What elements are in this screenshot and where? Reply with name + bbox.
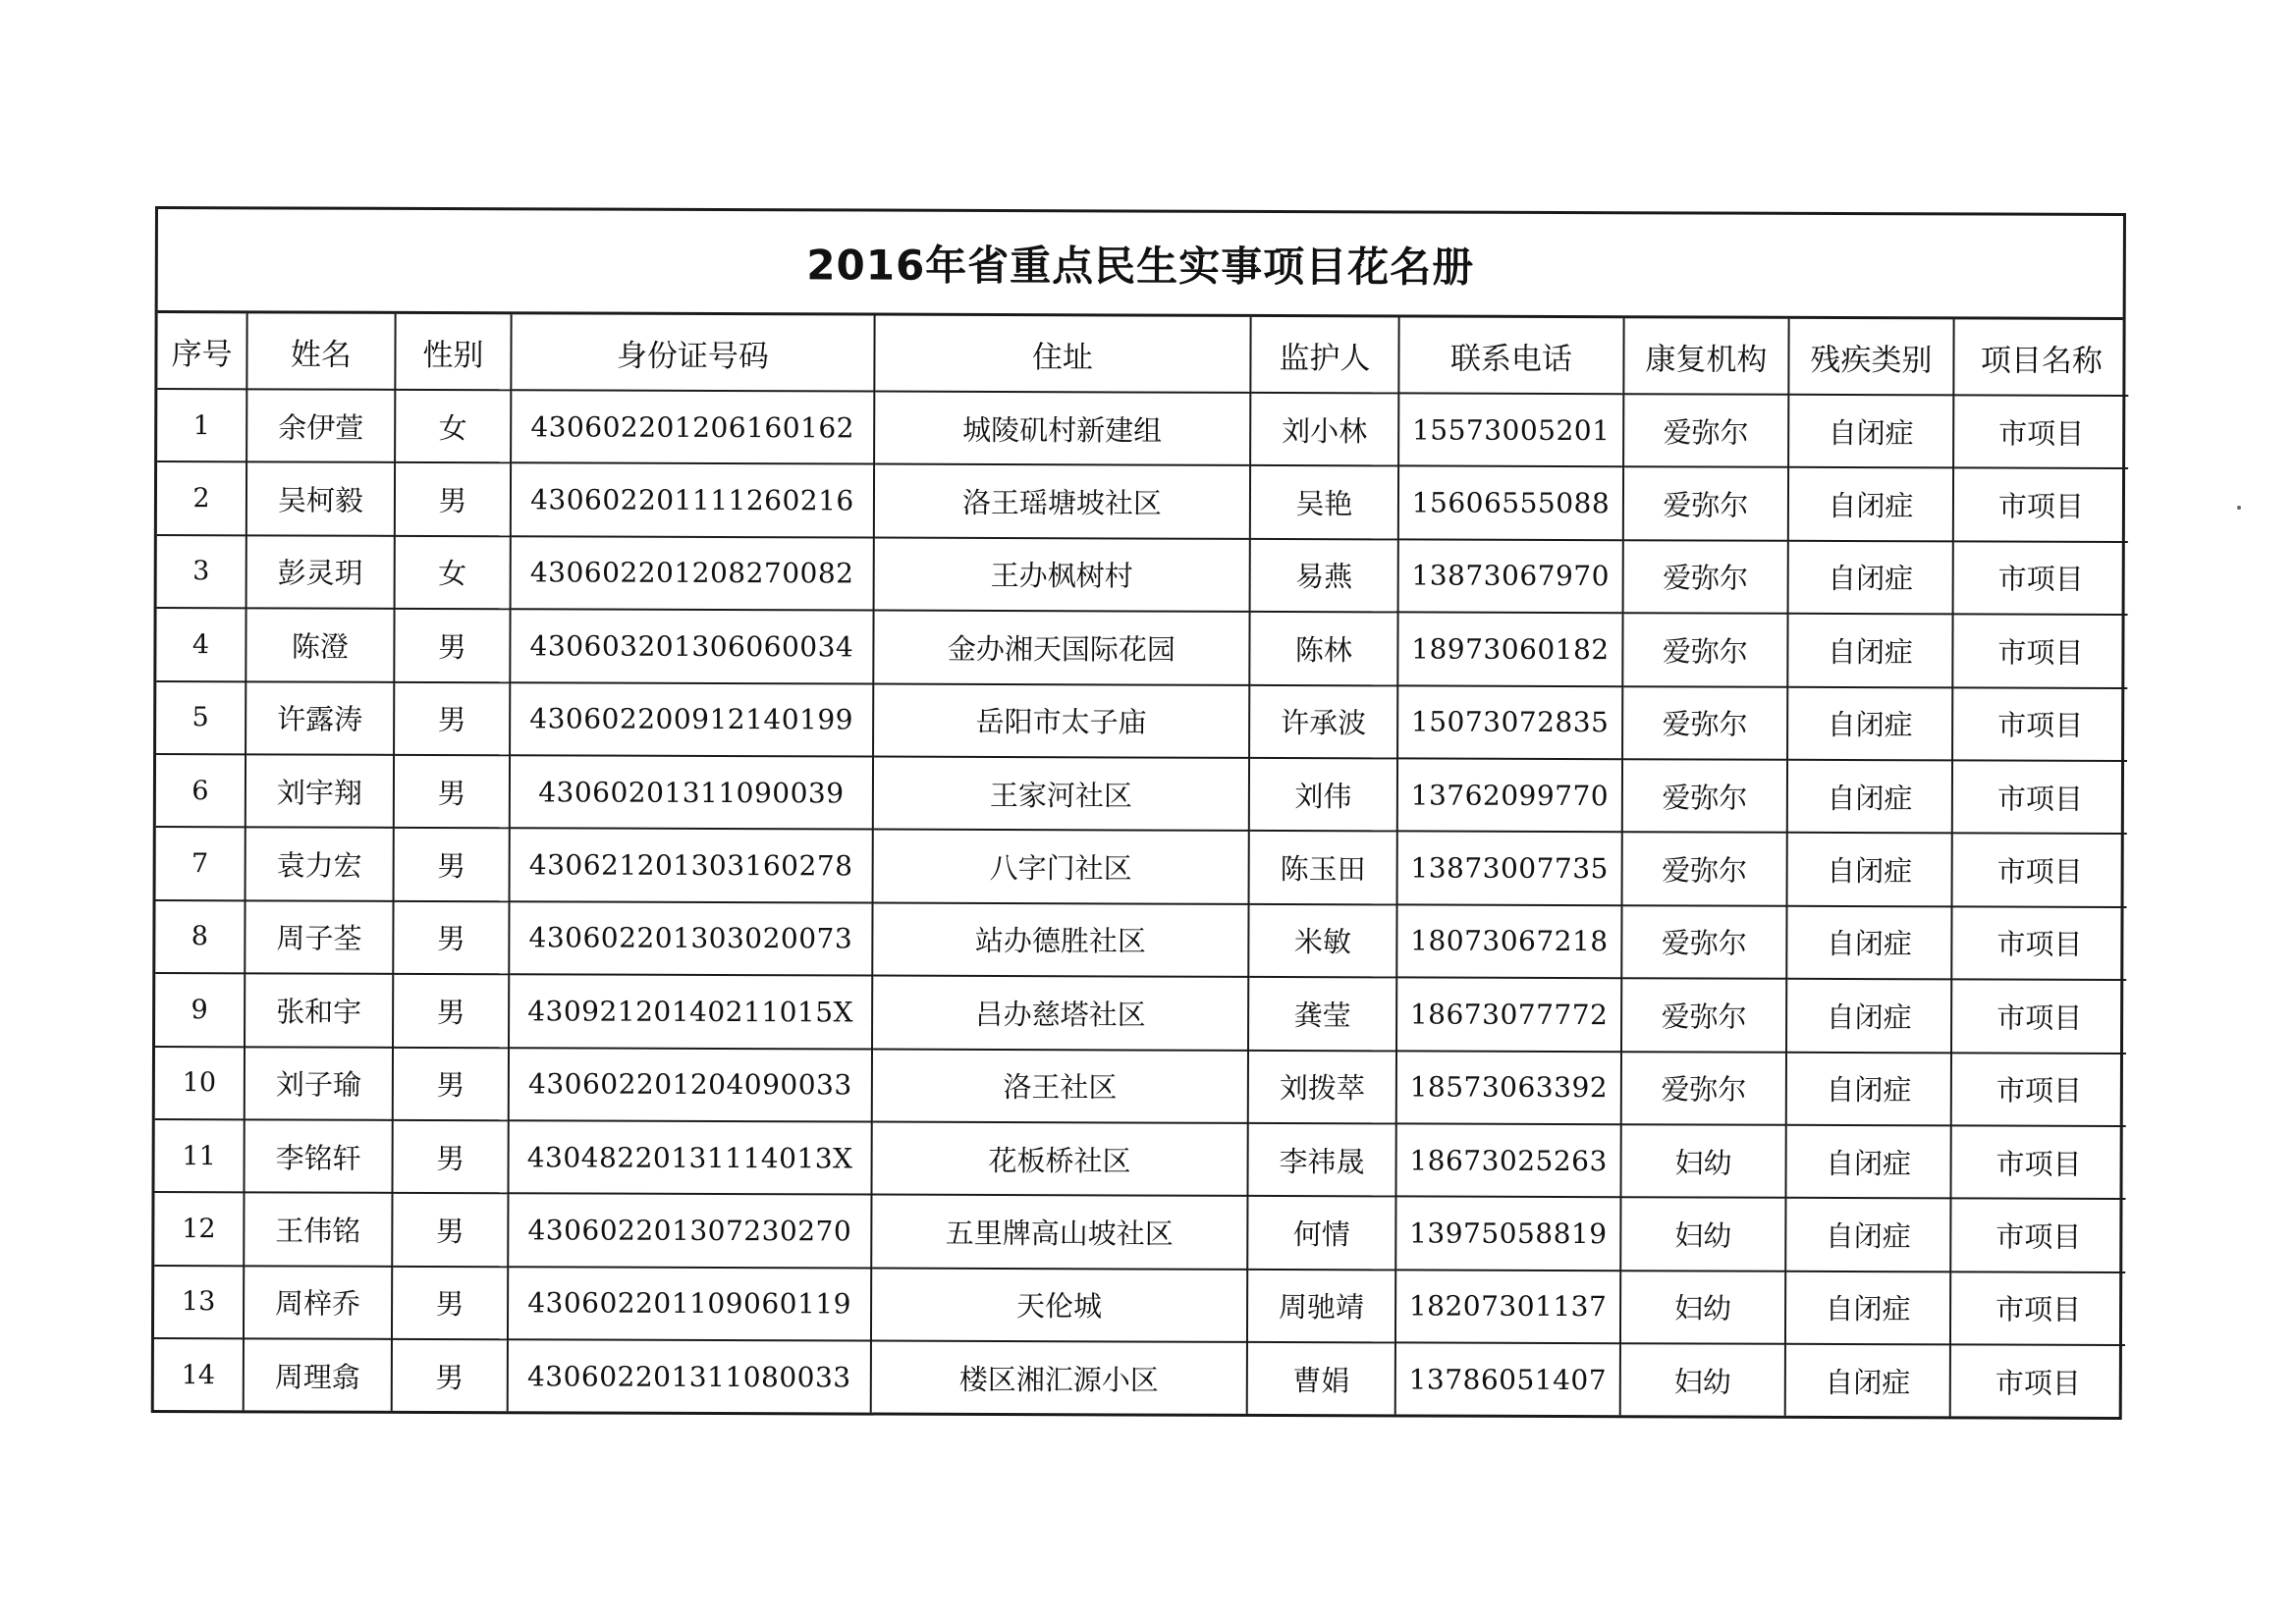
- cell-phone: 15073072835: [1397, 685, 1622, 759]
- table-row: [154, 1266, 2125, 1345]
- cell-project-name: 市项目: [1950, 1125, 2125, 1199]
- cell-seq: 14: [154, 1338, 244, 1411]
- header-id-number: 身份证号码: [511, 314, 874, 391]
- cell-phone: 18573063392: [1396, 1051, 1621, 1124]
- cell-address: 王家河社区: [873, 757, 1249, 832]
- cell-disability-type: 自闭症: [1786, 1052, 1951, 1125]
- cell-name: 周子荃: [245, 900, 393, 974]
- table-row: [156, 681, 2127, 761]
- cell-address: 五里牌高山坡社区: [871, 1195, 1247, 1270]
- cell-seq: 13: [154, 1266, 244, 1339]
- table-row: [157, 389, 2128, 468]
- cell-disability-type: 自闭症: [1787, 760, 1952, 834]
- header-phone: 联系电话: [1398, 317, 1623, 394]
- cell-project-name: 市项目: [1951, 1053, 2126, 1126]
- cell-guardian: 易燕: [1250, 539, 1398, 613]
- cell-seq: 12: [154, 1192, 244, 1266]
- cell-seq: 10: [155, 1047, 245, 1120]
- cell-rehab-institution: 妇幼: [1620, 1343, 1785, 1416]
- cell-guardian: 曹娟: [1247, 1342, 1395, 1415]
- cell-id-number: 43048220131114013X: [508, 1120, 871, 1195]
- cell-name: 周理翕: [244, 1338, 392, 1411]
- cell-rehab-institution: 爱弥尔: [1622, 759, 1787, 833]
- cell-phone: 15606555088: [1398, 466, 1623, 540]
- cell-rehab-institution: 爱弥尔: [1621, 978, 1786, 1052]
- cell-disability-type: 自闭症: [1787, 686, 1952, 760]
- cell-gender: 男: [392, 1120, 508, 1194]
- table-row: [155, 973, 2126, 1053]
- cell-seq: 3: [157, 535, 246, 609]
- cell-project-name: 市项目: [1950, 1271, 2125, 1345]
- cell-gender: 女: [395, 536, 511, 610]
- cell-rehab-institution: 爱弥尔: [1622, 686, 1787, 760]
- table-row: [156, 608, 2127, 687]
- cell-name: 许露涛: [246, 681, 394, 755]
- cell-rehab-institution: 爱弥尔: [1623, 467, 1788, 541]
- cell-gender: 男: [393, 1047, 509, 1120]
- cell-id-number: 430602201311080033: [508, 1339, 871, 1413]
- cell-name: 刘宇翔: [246, 754, 394, 828]
- cell-address: 洛王瑶塘坡社区: [874, 464, 1250, 539]
- cell-id-number: 430621201303160278: [510, 829, 873, 903]
- cell-name: 吴柯毅: [246, 462, 395, 536]
- table-row: [154, 1119, 2125, 1199]
- cell-address: 王办枫树村: [874, 537, 1250, 612]
- cell-id-number: 430603201306060034: [510, 609, 873, 683]
- cell-project-name: 市项目: [1952, 834, 2127, 907]
- cell-id-number: 430602201208270082: [511, 536, 874, 611]
- cell-guardian: 米敏: [1248, 904, 1396, 978]
- cell-rehab-institution: 爱弥尔: [1621, 905, 1786, 979]
- table-row: [156, 754, 2127, 834]
- cell-seq: 6: [156, 754, 246, 828]
- cell-disability-type: 自闭症: [1788, 395, 1953, 468]
- header-guardian: 监护人: [1250, 317, 1398, 394]
- cell-rehab-institution: 妇幼: [1620, 1198, 1785, 1271]
- cell-rehab-institution: 爱弥尔: [1623, 540, 1788, 614]
- cell-gender: 男: [394, 828, 510, 901]
- cell-guardian: 刘拨萃: [1248, 1050, 1396, 1123]
- cell-disability-type: 自闭症: [1787, 833, 1952, 906]
- cell-address: 洛王社区: [872, 1049, 1248, 1123]
- header-address: 住址: [874, 316, 1250, 393]
- cell-id-number: 430602201307230270: [508, 1194, 871, 1269]
- cell-seq: 2: [157, 461, 246, 535]
- cell-rehab-institution: 妇幼: [1620, 1271, 1785, 1344]
- cell-disability-type: 自闭症: [1788, 467, 1953, 541]
- cell-name: 刘子瑜: [245, 1047, 393, 1120]
- cell-disability-type: 自闭症: [1785, 1125, 1950, 1199]
- cell-guardian: 刘小林: [1250, 393, 1398, 466]
- cell-name: 袁力宏: [246, 828, 394, 901]
- table-row: [154, 1338, 2125, 1417]
- table-row: [157, 535, 2128, 615]
- header-rehab-institution: 康复机构: [1623, 318, 1788, 395]
- header-seq: 序号: [157, 313, 246, 389]
- cell-disability-type: 自闭症: [1787, 614, 1952, 687]
- cell-id-number: 430602201303020073: [509, 901, 872, 976]
- cell-address: 城陵矶村新建组: [874, 392, 1250, 466]
- cell-project-name: 市项目: [1951, 906, 2126, 980]
- roster-sheet: [151, 206, 2126, 1420]
- cell-phone: 13873007735: [1397, 832, 1622, 905]
- cell-name: 陈澄: [246, 608, 394, 681]
- cell-rehab-institution: 爱弥尔: [1622, 613, 1787, 686]
- cell-id-number: 430602201111260216: [511, 463, 874, 538]
- cell-phone: 18673025263: [1395, 1123, 1620, 1197]
- cell-seq: 11: [154, 1119, 244, 1193]
- cell-rehab-institution: 爱弥尔: [1621, 1052, 1786, 1125]
- cell-project-name: 市项目: [1952, 615, 2127, 688]
- cell-address: 岳阳市太子庙: [873, 683, 1249, 758]
- scan-speck: [2237, 506, 2241, 510]
- cell-project-name: 市项目: [1953, 395, 2128, 468]
- cell-disability-type: 自闭症: [1785, 1344, 1950, 1417]
- cell-gender: 男: [394, 681, 510, 755]
- cell-disability-type: 自闭症: [1786, 979, 1951, 1053]
- cell-gender: 男: [394, 609, 510, 682]
- cell-phone: 18073067218: [1396, 904, 1621, 978]
- cell-guardian: 周驰靖: [1247, 1270, 1395, 1343]
- cell-address: 金办湘天国际花园: [873, 611, 1249, 685]
- cell-guardian: 何情: [1247, 1196, 1395, 1270]
- header-project-name: 项目名称: [1953, 319, 2128, 396]
- roster-table: [154, 313, 2129, 1417]
- cell-disability-type: 自闭症: [1786, 906, 1951, 980]
- header-disability-type: 残疾类别: [1788, 319, 1953, 396]
- cell-address: 八字门社区: [873, 830, 1249, 904]
- table-body: [154, 389, 2129, 1417]
- cell-address: 天伦城: [871, 1268, 1247, 1342]
- cell-project-name: 市项目: [1950, 1199, 2125, 1272]
- cell-name: 李铭轩: [244, 1119, 392, 1193]
- cell-phone: 18973060182: [1397, 613, 1622, 686]
- cell-guardian: 吴艳: [1250, 465, 1398, 539]
- cell-project-name: 市项目: [1953, 541, 2128, 615]
- cell-address: 花板桥社区: [871, 1121, 1247, 1196]
- cell-disability-type: 自闭症: [1788, 541, 1953, 615]
- cell-guardian: 陈玉田: [1249, 831, 1397, 904]
- cell-project-name: 市项目: [1953, 468, 2128, 542]
- cell-guardian: 刘伟: [1249, 758, 1397, 832]
- cell-project-name: 市项目: [1952, 687, 2127, 761]
- table-row: [156, 827, 2127, 906]
- cell-address: 吕办慈塔社区: [872, 976, 1248, 1051]
- cell-gender: 男: [395, 462, 511, 536]
- page-title: 2016年省重点民生实事项目花名册: [158, 209, 2123, 320]
- cell-gender: 男: [393, 901, 509, 975]
- table-row: [154, 1192, 2125, 1271]
- cell-gender: 男: [393, 974, 509, 1048]
- cell-name: 周梓乔: [244, 1266, 392, 1339]
- cell-guardian: 龚莹: [1248, 977, 1396, 1051]
- cell-phone: 13975058819: [1395, 1197, 1620, 1271]
- table-row: [155, 1047, 2126, 1126]
- cell-name: 余伊萱: [246, 389, 395, 462]
- cell-phone: 18207301137: [1395, 1270, 1620, 1343]
- cell-phone: 13762099770: [1397, 758, 1622, 832]
- cell-rehab-institution: 爱弥尔: [1623, 394, 1788, 467]
- cell-id-number: 430602201109060119: [508, 1267, 871, 1341]
- cell-id-number: 430602201206160162: [511, 390, 874, 464]
- cell-id-number: 43060201311090039: [510, 755, 873, 830]
- cell-address: 站办德胜社区: [872, 902, 1248, 977]
- cell-disability-type: 自闭症: [1785, 1198, 1950, 1271]
- cell-name: 王伟铭: [244, 1193, 392, 1267]
- cell-id-number: 430602200912140199: [510, 682, 873, 757]
- cell-rehab-institution: 爱弥尔: [1622, 833, 1787, 906]
- header-gender: 性别: [395, 314, 511, 390]
- cell-seq: 5: [156, 681, 246, 755]
- cell-project-name: 市项目: [1952, 760, 2127, 834]
- cell-rehab-institution: 妇幼: [1620, 1124, 1785, 1198]
- cell-project-name: 市项目: [1950, 1344, 2125, 1417]
- cell-seq: 4: [156, 608, 246, 681]
- cell-guardian: 陈林: [1249, 612, 1397, 685]
- cell-seq: 7: [156, 827, 246, 900]
- cell-seq: 1: [157, 389, 246, 462]
- cell-guardian: 许承波: [1249, 684, 1397, 758]
- cell-gender: 女: [395, 390, 511, 463]
- cell-name: 张和宇: [245, 973, 393, 1047]
- table-header-row: [157, 313, 2128, 396]
- cell-guardian: 李祎晟: [1247, 1123, 1395, 1197]
- cell-phone: 15573005201: [1398, 393, 1623, 466]
- cell-gender: 男: [392, 1193, 508, 1267]
- cell-gender: 男: [394, 755, 510, 829]
- cell-phone: 13786051407: [1395, 1342, 1620, 1415]
- cell-disability-type: 自闭症: [1785, 1271, 1950, 1344]
- header-name: 姓名: [246, 313, 395, 390]
- table-row: [155, 900, 2126, 980]
- cell-gender: 男: [392, 1339, 508, 1412]
- cell-phone: 18673077772: [1396, 978, 1621, 1052]
- cell-address: 楼区湘汇源小区: [871, 1341, 1247, 1415]
- cell-project-name: 市项目: [1951, 980, 2126, 1054]
- cell-seq: 8: [155, 900, 245, 974]
- cell-name: 彭灵玥: [246, 535, 395, 609]
- cell-gender: 男: [392, 1267, 508, 1340]
- table-row: [157, 461, 2128, 541]
- cell-id-number: 430602201204090033: [509, 1048, 872, 1122]
- cell-phone: 13873067970: [1398, 539, 1623, 613]
- cell-seq: 9: [155, 973, 245, 1047]
- cell-id-number: 43092120140211015X: [509, 974, 872, 1049]
